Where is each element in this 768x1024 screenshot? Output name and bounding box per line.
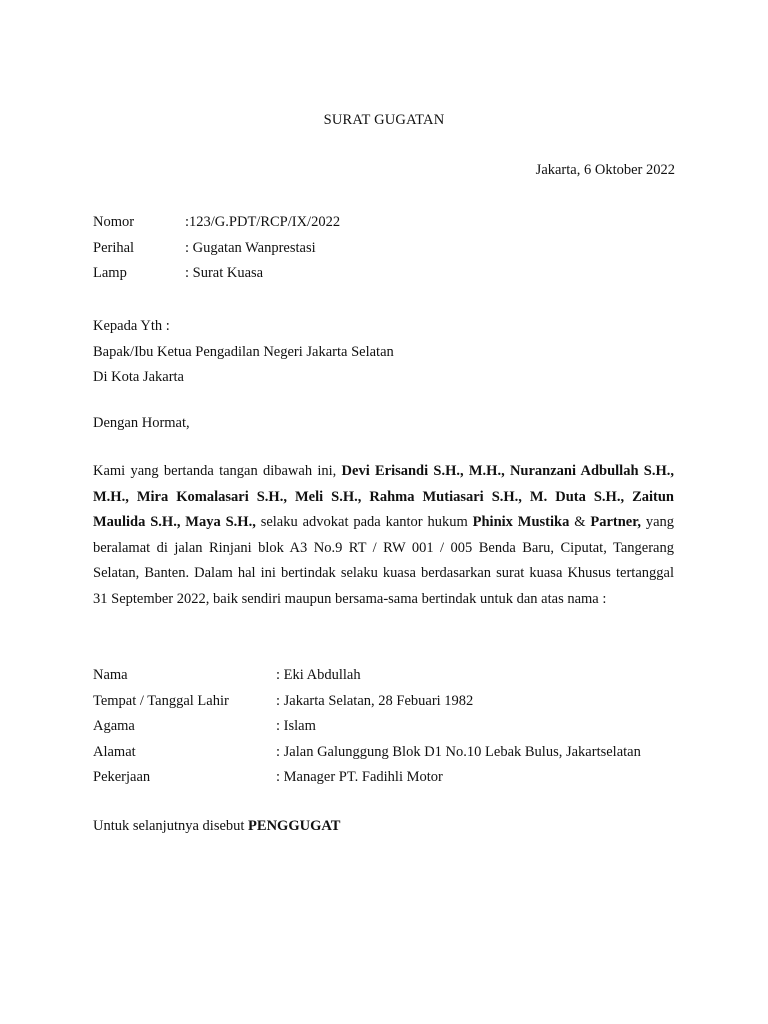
plaintiff-identity — [93, 665, 641, 793]
plaintiff-label: PENGGUGAT — [248, 818, 341, 834]
meta-key: Perihal — [93, 239, 135, 256]
paragraph-rest: yang beralamat di jalan Rinjani blok A3 No.9 RT / RW 001 / 005 Benda Baru, Ciputat, Tangerang Selatan, Banten. Dalam hal ini bertindak selaku kuasa berdasarkan surat kuasa Khusus tertanggal 31 September 2022, baik sendiri maupun bersama-sama bertindak untuk dan atas nama : — [93, 514, 674, 607]
meta-row-lamp — [93, 263, 340, 289]
identity-row-ttl — [93, 691, 641, 717]
identity-key: Pekerjaan — [93, 769, 151, 785]
identity-value: : Jakarta Selatan, 28 Febuari 1982 — [276, 692, 474, 709]
greeting: Dengan Hormat, — [93, 415, 190, 431]
meta-key: Nomor — [93, 214, 135, 230]
identity-row-pekerjaan — [93, 767, 641, 793]
body-paragraph — [93, 459, 674, 612]
meta-key: Lamp — [93, 265, 127, 281]
identity-value: : Jalan Galunggung Blok D1 No.10 Lebak Bulus, Jakartselatan — [276, 743, 641, 760]
document-title: SURAT GUGATAN — [323, 112, 445, 128]
addressee-line: Bapak/Ibu Ketua Pengadilan Negeri Jakarta Selatan — [93, 343, 394, 360]
addressee-line: Kepada Yth : — [93, 318, 170, 334]
meta-row-perihal — [93, 238, 340, 264]
letter-meta — [93, 212, 340, 289]
identity-row-nama — [93, 665, 641, 691]
identity-key: Alamat — [93, 743, 136, 760]
meta-value: : Surat Kuasa — [185, 265, 264, 281]
addressee-block — [93, 314, 394, 391]
paragraph-middle: selaku advokat pada kantor hukum — [255, 514, 473, 530]
firm-partner: Partner, — [590, 514, 641, 530]
identity-row-agama — [93, 716, 641, 742]
firm-ampersand: & — [569, 514, 591, 530]
identity-row-alamat — [93, 742, 641, 768]
meta-value: : Gugatan Wanprestasi — [185, 239, 316, 256]
addressee-line: Di Kota Jakarta — [93, 369, 184, 385]
identity-value: : Eki Abdullah — [276, 667, 361, 683]
date-line: Jakarta, 6 Oktober 2022 — [535, 162, 675, 178]
advocate-names: Devi Erisandi S.H., M.H., Nuranzani Adbullah S.H., M.H., Mira Komalasari S.H., Meli S.H., Rahma Mutiasari S.H., M. Duta S.H., Zaitun Maulida S.H., Maya S.H., — [93, 463, 674, 530]
closing-line — [93, 818, 340, 835]
identity-key: Tempat / Tanggal Lahir — [93, 692, 229, 709]
identity-value: : Islam — [276, 718, 316, 734]
identity-value: : Manager PT. Fadihli Motor — [276, 769, 443, 785]
meta-row-nomor — [93, 212, 340, 238]
paragraph-intro: Kami yang bertanda tangan dibawah ini, — [93, 463, 342, 479]
identity-key: Agama — [93, 718, 135, 734]
closing-text: Untuk selanjutnya disebut — [93, 818, 249, 834]
firm-name: Phinix Mustika — [472, 514, 570, 530]
meta-value: :123/G.PDT/RCP/IX/2022 — [185, 214, 341, 230]
identity-key: Nama — [93, 667, 128, 683]
